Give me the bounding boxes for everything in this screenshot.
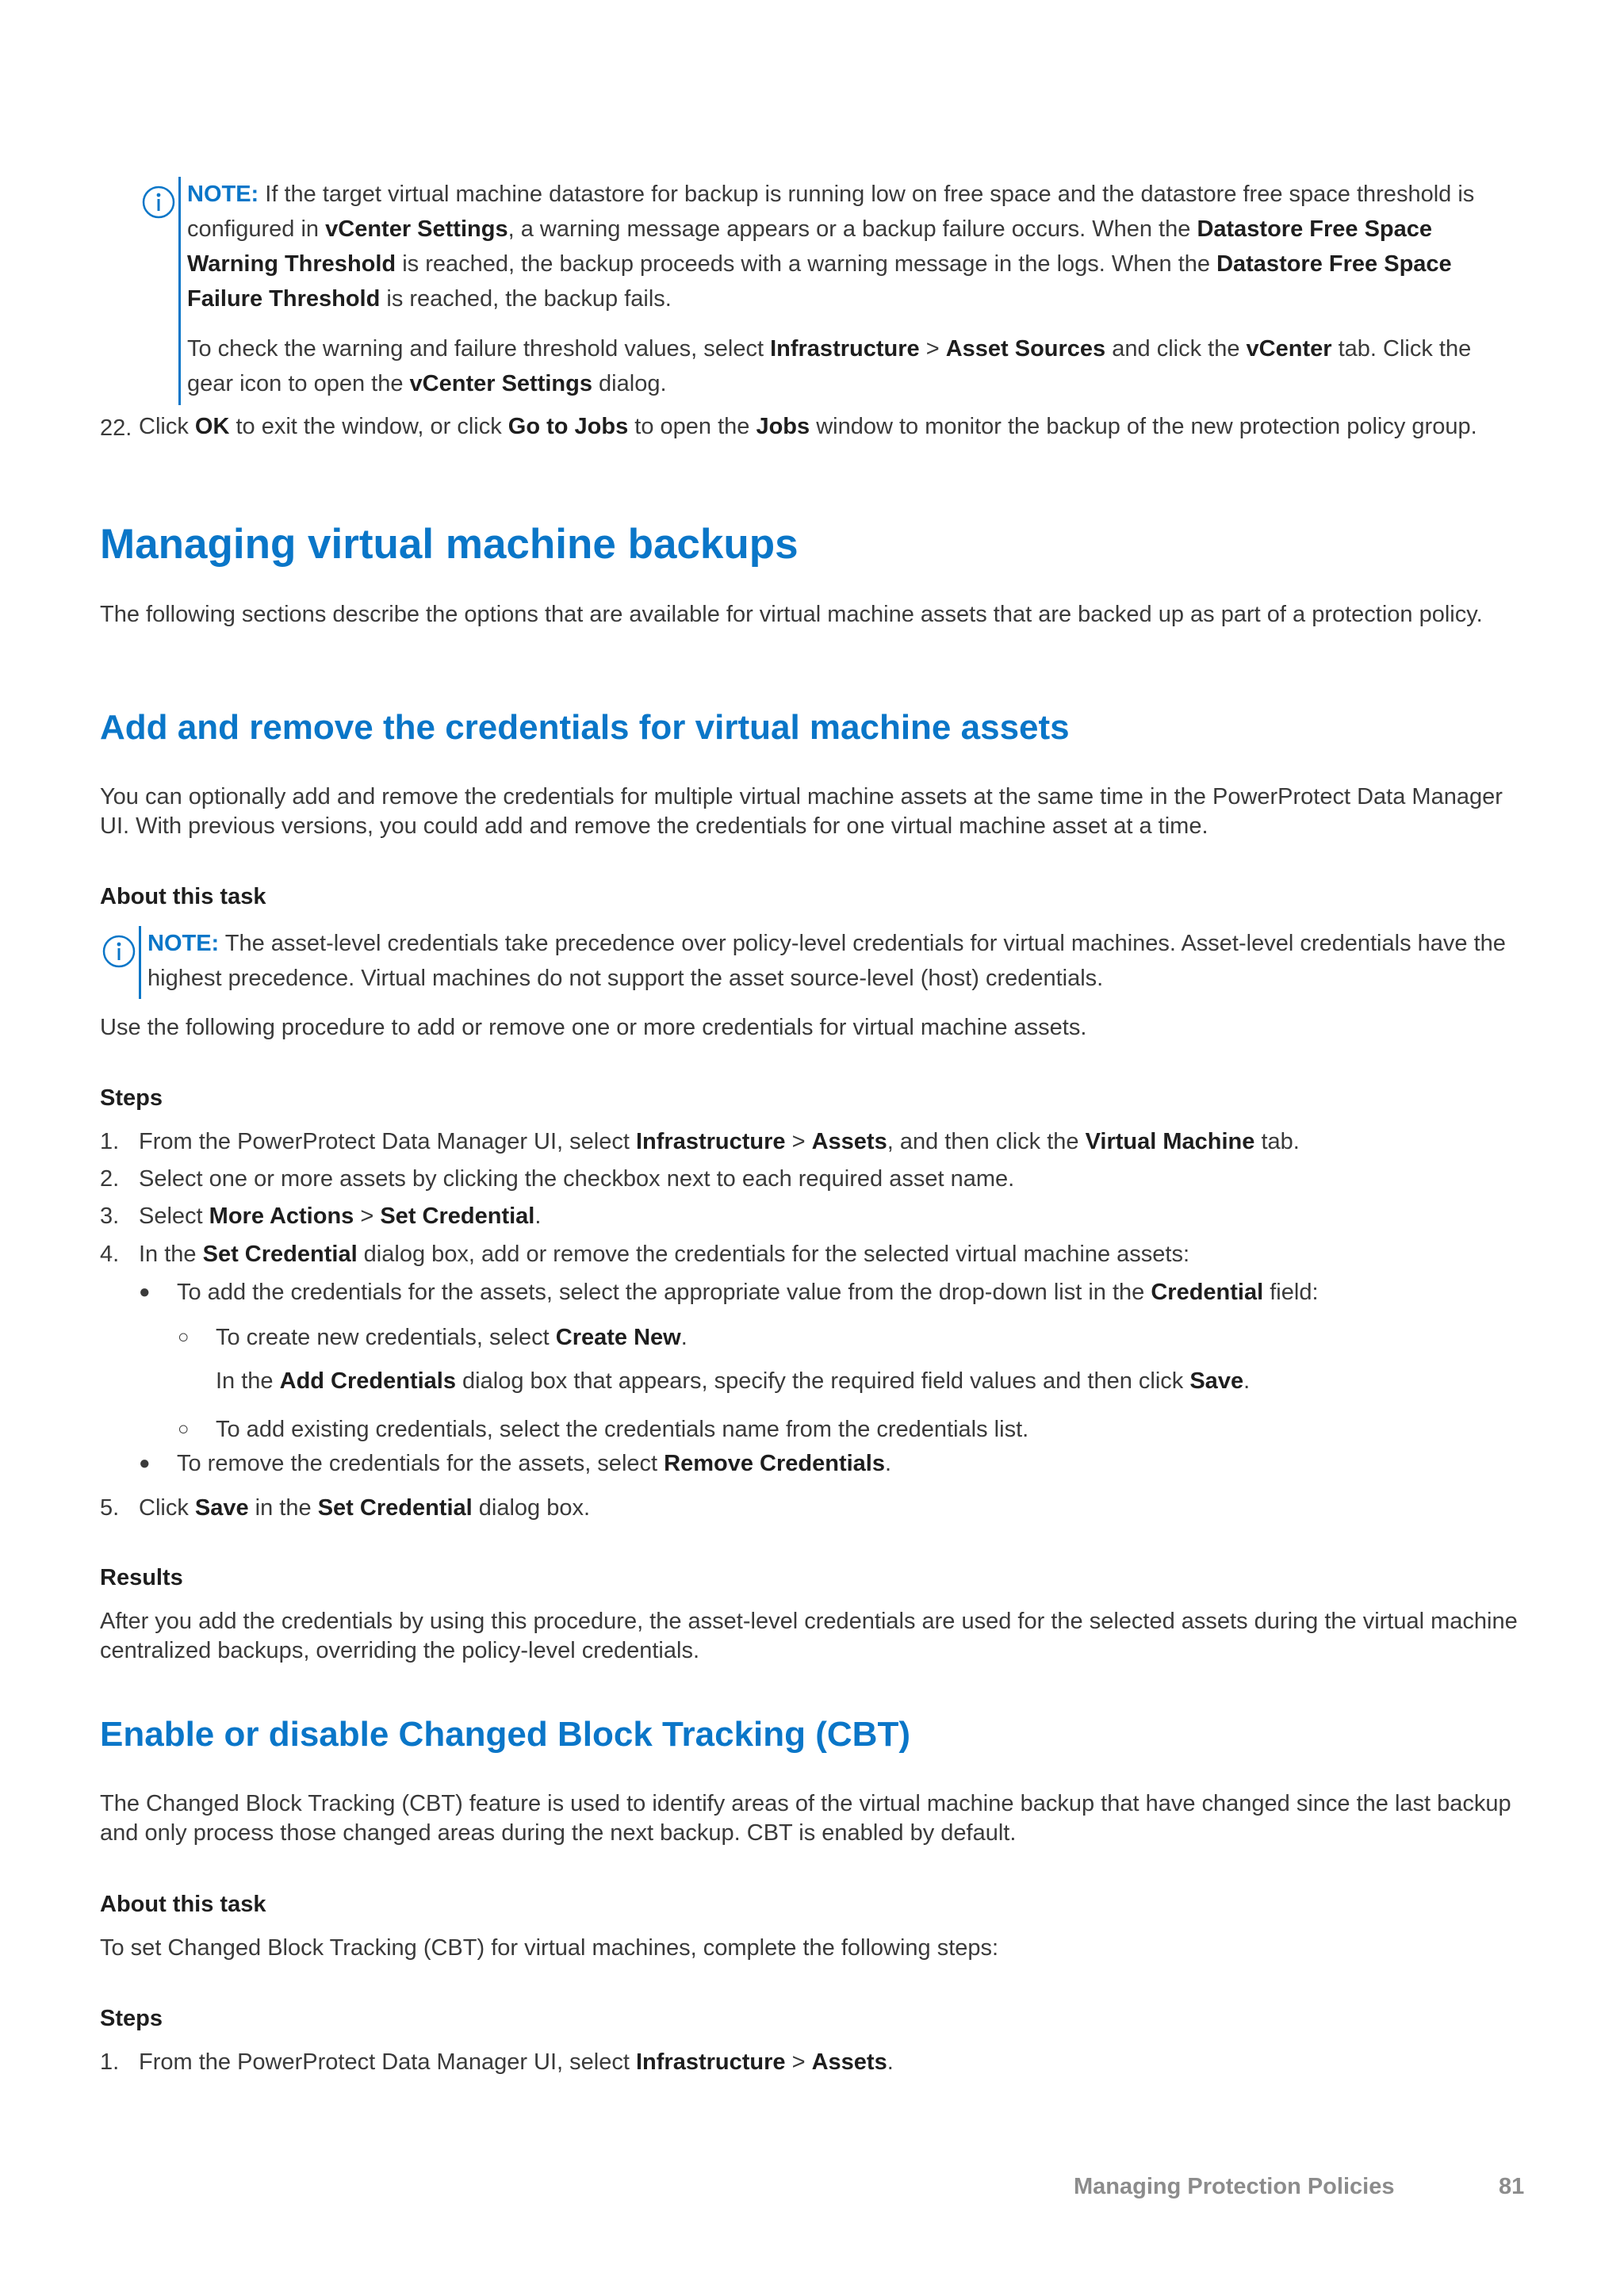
text-run: . <box>884 1451 892 1476</box>
ui-term: Asset Sources <box>945 336 1106 362</box>
text-run: field: <box>1263 1280 1319 1305</box>
subbullet-text <box>216 1414 1486 1445</box>
note-text <box>147 926 1521 996</box>
bullet-text <box>177 1448 1487 1479</box>
step-text <box>139 412 1519 442</box>
text-run: . <box>680 1325 688 1350</box>
ui-term: Set Credential <box>202 1242 358 1267</box>
text-run: window to monitor the backup of the new protection policy group. <box>810 414 1477 439</box>
text-run: Click <box>139 1495 195 1521</box>
text-run: To create new credentials, select <box>216 1325 556 1350</box>
ui-term: Datastore Free Space Warning Threshold <box>187 216 1433 277</box>
bullet-marker: ● <box>139 1281 151 1303</box>
footer-chapter: Managing Protection Policies <box>1074 2174 1395 2199</box>
ui-term: vCenter Settings <box>409 371 592 396</box>
ui-term: Set Credential <box>317 1495 473 1521</box>
step-text <box>139 1126 1519 1158</box>
step-number: 1. <box>100 2049 120 2075</box>
ui-term: Assets <box>811 1129 887 1154</box>
heading-results: Results <box>100 1565 183 1590</box>
ui-term: OK <box>194 414 230 439</box>
info-icon <box>141 185 176 220</box>
heading-steps-credentials: Steps <box>100 1085 163 1111</box>
text-run: If the target virtual machine datastore for backup is running low on free space and the datastore free space threshold is configured in <box>187 182 1475 242</box>
ui-term: Set Credential <box>380 1203 535 1229</box>
text-run: . <box>534 1203 542 1229</box>
step-number: 2. <box>100 1166 120 1192</box>
text-run: tab. Click the gear icon to open the <box>187 336 1472 396</box>
cbt-intro: The Changed Block Tracking (CBT) feature is used to identify areas of the virtual machine backup that have changed since the last backup and only process those changed areas during the next backup. CBT is enabled by default. <box>100 1791 1511 1846</box>
text-run: , and then click the <box>887 1129 1086 1154</box>
ui-term: Assets <box>811 2049 887 2075</box>
subbullet-marker: ○ <box>178 1418 190 1440</box>
heading-about-task-cbt: About this task <box>100 1892 266 1917</box>
step-text <box>139 1200 1519 1232</box>
text-run: To remove the credentials for the assets, select <box>177 1451 665 1476</box>
note-text <box>187 177 1521 401</box>
info-icon <box>102 934 136 969</box>
text-run: dialog box. <box>472 1495 591 1521</box>
credentials-intro: You can optionally add and remove the credentials for multiple virtual machine assets at the same time in the PowerProtect Data Manager UI. With previous versions, you could add and remove the credentials for one virtual machine asset at a time. <box>100 784 1503 839</box>
text-run: > <box>919 336 946 362</box>
subbullet-text <box>216 1322 1486 1353</box>
text-run: . <box>887 2049 894 2075</box>
ui-term: Credential <box>1151 1280 1264 1305</box>
ui-term: vCenter <box>1246 336 1332 362</box>
text-run: to exit the window, or click <box>229 414 508 439</box>
ui-term: More Actions <box>209 1203 354 1229</box>
text-run: To check the warning and failure threshold values, select <box>187 336 771 362</box>
text-run: From the PowerProtect Data Manager UI, select <box>139 2049 636 2075</box>
note-bar <box>178 177 181 405</box>
text-run: Select one or more assets by clicking the checkbox next to each required asset name. <box>139 1166 1015 1192</box>
step-text <box>139 1163 1519 1195</box>
ui-term: Jobs <box>756 414 810 439</box>
heading-about-task-credentials: About this task <box>100 884 266 909</box>
note-paragraph-1 <box>187 177 1521 316</box>
step-number: 3. <box>100 1203 120 1229</box>
note-label: NOTE: <box>187 182 259 207</box>
subbullet-marker: ○ <box>178 1326 190 1348</box>
heading-cbt: Enable or disable Changed Block Tracking (CBT) <box>100 1715 910 1754</box>
ui-term: Infrastructure <box>635 2049 786 2075</box>
step-number: 1. <box>100 1129 120 1154</box>
subbullet-text <box>216 1365 1486 1397</box>
text-run: Click <box>139 414 195 439</box>
heading-managing-vm-backups: Managing virtual machine backups <box>100 521 799 568</box>
cbt-about: To set Changed Block Tracking (CBT) for virtual machines, complete the following steps: <box>100 1935 999 1961</box>
text-run: From the PowerProtect Data Manager UI, select <box>139 1129 636 1154</box>
heading-add-remove-credentials: Add and remove the credentials for virtual machine assets <box>100 708 1070 747</box>
text-run: in the <box>248 1495 318 1521</box>
ui-term: Datastore Free Space Failure Threshold <box>187 251 1452 312</box>
heading-steps-cbt: Steps <box>100 2006 163 2031</box>
text-run: dialog box that appears, specify the required field values and then click <box>456 1368 1190 1394</box>
bullet-marker: ● <box>139 1452 151 1474</box>
ui-term: Remove Credentials <box>664 1451 885 1476</box>
note-bar <box>139 926 141 999</box>
step-text <box>139 2046 1519 2078</box>
note-credential-precedence <box>102 926 1521 999</box>
results-text: After you add the credentials by using this procedure, the asset-level credentials are used for the selected assets during the virtual machine centralized backups, overriding the policy-level credentials. <box>100 1609 1518 1663</box>
ui-term: Create New <box>555 1325 681 1350</box>
text-run: . <box>1243 1368 1251 1394</box>
managing-intro: The following sections describe the options that are available for virtual machine assets that are backed up as part of a protection policy. <box>100 602 1483 627</box>
text-run: The asset-level credentials take precedence over policy-level credentials for virtual machines. Asset-level credentials have the highest precedence. Virtual machines do not support the asset source-level (host) credentials. <box>147 931 1506 991</box>
text-run: > <box>785 1129 812 1154</box>
ui-term: Save <box>1189 1368 1244 1394</box>
ui-term: Virtual Machine <box>1085 1129 1255 1154</box>
ui-term: Infrastructure <box>770 336 920 362</box>
text-run: , a warning message appears or a backup failure occurs. When the <box>508 216 1197 242</box>
footer-page-number: 81 <box>1499 2174 1525 2199</box>
text-run: dialog. <box>592 371 667 396</box>
procedure-intro: Use the following procedure to add or remove one or more credentials for virtual machine assets. <box>100 1015 1087 1040</box>
note-label: NOTE: <box>147 931 220 956</box>
ui-term: Save <box>194 1495 249 1521</box>
ui-term: Go to Jobs <box>508 414 629 439</box>
note-paragraph-2 <box>187 331 1521 401</box>
text-run: In the <box>139 1242 203 1267</box>
text-run: To add the credentials for the assets, select the appropriate value from the drop-down list in the <box>177 1280 1151 1305</box>
step-number: 22. <box>100 415 132 441</box>
text-run: dialog box, add or remove the credentials for the selected virtual machine assets: <box>357 1242 1190 1267</box>
text-run: tab. <box>1254 1129 1300 1154</box>
text-run: is reached, the backup proceeds with a warning message in the logs. When the <box>396 251 1217 277</box>
step-number: 5. <box>100 1495 120 1521</box>
text-run: Select <box>139 1203 209 1229</box>
step-text <box>139 1238 1519 1270</box>
text-run: to open the <box>628 414 756 439</box>
ui-term: Add Credentials <box>279 1368 456 1394</box>
ui-term: vCenter Settings <box>325 216 508 242</box>
text-run: To add existing credentials, select the credentials name from the credentials list. <box>216 1417 1029 1442</box>
note-paragraph-1 <box>147 926 1521 996</box>
text-run: > <box>354 1203 381 1229</box>
text-run: is reached, the backup fails. <box>380 286 672 312</box>
note-vcenter-threshold <box>141 177 1521 405</box>
text-run: In the <box>216 1368 280 1394</box>
text-run: and click the <box>1105 336 1247 362</box>
bullet-text <box>177 1276 1487 1308</box>
step-text <box>139 1492 1519 1524</box>
ui-term: Infrastructure <box>635 1129 786 1154</box>
step-number: 4. <box>100 1242 120 1267</box>
text-run: > <box>785 2049 812 2075</box>
